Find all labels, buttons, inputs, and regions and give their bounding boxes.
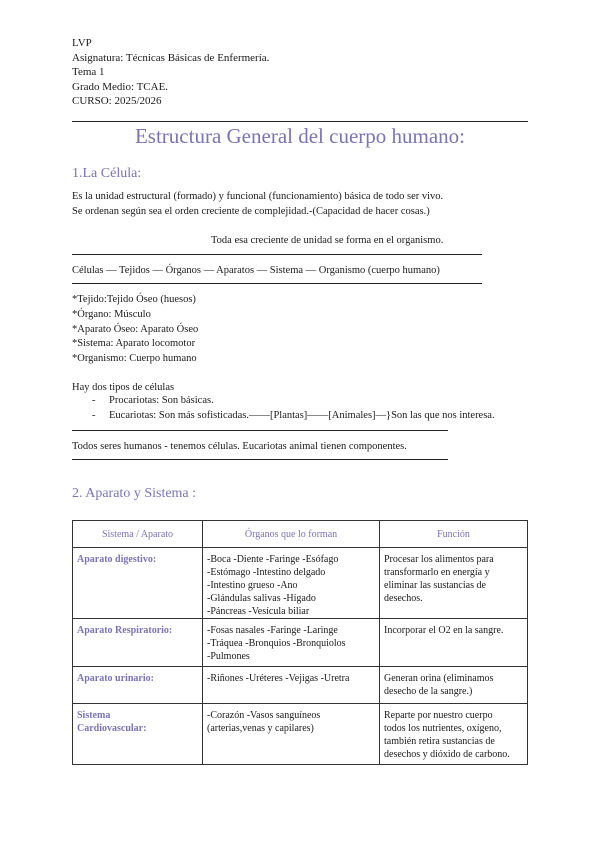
section-heading-cell: 1.La Célula:: [72, 166, 142, 181]
cell-line: Generan orina (eliminamos: [384, 673, 494, 684]
bullet-text: Eucariotas: Son más sofisticadas.——[Plantas]——[Animales]—}Son las que nos interesa.: [109, 410, 495, 421]
organs-cell: [203, 619, 380, 667]
cell-line: Reparte por nuestro cuerpo: [384, 710, 493, 721]
header-line: Asignatura: Técnicas Básicas de Enfermería.: [72, 51, 270, 64]
table-row: [73, 704, 528, 765]
bullet-item-procariotas: [92, 395, 214, 406]
cell-line: -Glándulas salivas -Hígado: [207, 593, 316, 604]
column-header: Función: [380, 521, 528, 548]
cell-line: -Corazón -Vasos sanguíneos: [207, 710, 321, 721]
table-row: [73, 619, 528, 667]
summary-line: Todos seres humanos - tenemos células. Eucariotas animal tienen componentes.: [72, 441, 407, 452]
system-cell: [73, 704, 203, 765]
cell-line: Incorporar el O2 en la sangre.: [384, 625, 504, 636]
cell-line: -Estómago -Intestino delgado: [207, 567, 326, 578]
cell-line: -Fosas nasales -Faringe -Laringe: [207, 625, 338, 636]
header-line: Tema 1: [72, 66, 105, 79]
function-cell: [380, 548, 528, 619]
hierarchy-line: Células — Tejidos — Órganos — Aparatos — Sistema — Organismo (cuerpo humano): [72, 265, 440, 276]
hierarchy-top-divider: [72, 254, 482, 255]
cell-line: -Pulmones: [207, 651, 250, 662]
cell-line: -Riñones -Uréteres -Vejigas -Uretra: [207, 673, 350, 684]
list-item: *Sistema: Aparato locomotor: [72, 338, 196, 350]
organs-cell: [203, 548, 380, 619]
system-cell: [73, 619, 203, 667]
cell-line: -Tráquea -Bronquios -Bronquiolos: [207, 638, 346, 649]
organs-cell: [203, 704, 380, 765]
function-cell: [380, 619, 528, 667]
table-row: [73, 667, 528, 704]
bullet-dash: -: [92, 410, 96, 421]
hierarchy-bottom-divider: [72, 283, 482, 284]
cell-line: Cardiovascular:: [77, 723, 147, 734]
cell-line: -Boca -Diente -Faringe -Esófago: [207, 554, 339, 565]
cell-line: Procesar los alimentos para: [384, 554, 494, 565]
summary-bottom-divider: [72, 459, 448, 460]
column-header: Órganos que lo forman: [203, 521, 380, 548]
list-item: *Tejido:Tejido Óseo (huesos): [72, 294, 196, 305]
cell-line: transformarlo en energía y: [384, 567, 490, 578]
cell-line: -Páncreas -Vesícula biliar: [207, 606, 310, 617]
header-line: LVP: [72, 37, 92, 49]
cell-definition-line2: Se ordenan según sea el orden creciente de complejidad.-(Capacidad de hacer cosas.): [72, 206, 430, 217]
cell-line: también retira sustancias de: [384, 736, 495, 747]
table-header-row: [73, 521, 528, 548]
header-line: CURSO: 2025/2026: [72, 95, 162, 108]
list-item: *Organismo: Cuerpo humano: [72, 353, 197, 365]
cell-line: todos los nutrientes, oxígeno,: [384, 723, 502, 734]
cell-line: Aparato Respiratorio:: [77, 625, 173, 636]
systems-table: [72, 520, 528, 765]
cell-definition-line1: Es la unidad estructural (formado) y funcional (funcionamiento) básica de todo ser vivo.: [72, 191, 444, 202]
function-cell: [380, 704, 528, 765]
section-heading-systems: 2. Aparato y Sistema :: [72, 486, 197, 501]
bullet-dash: -: [92, 395, 96, 406]
system-cell: [73, 667, 203, 704]
list-item: *Órgano: Músculo: [72, 308, 151, 320]
cell-line: desechos y dióxido de carbono.: [384, 749, 510, 760]
list-item: *Aparato Óseo: Aparato Óseo: [72, 323, 199, 335]
summary-top-divider: [72, 430, 448, 431]
cell-line: Aparato digestivo:: [77, 554, 157, 565]
cell-line: desechos.: [384, 593, 423, 604]
header-divider: [72, 121, 528, 122]
table-row: [73, 548, 528, 619]
column-header: Sistema / Aparato: [73, 521, 203, 548]
organism-note: Toda esa creciente de unidad se forma en el organismo.: [211, 235, 444, 246]
cell-line: desecho de la sangre.): [384, 686, 473, 697]
examples-list: [72, 293, 198, 367]
bullet-text: Procariotas: Son básicas.: [109, 395, 214, 406]
cell-line: (arterias,venas y capilares): [207, 723, 314, 734]
cell-line: Sistema: [77, 710, 111, 721]
cell-line: -Intestino grueso -Ano: [207, 580, 298, 591]
bullet-item-eucariotas: [92, 410, 495, 421]
page-title: Estructura General del cuerpo humano:: [134, 124, 466, 148]
function-cell: [380, 667, 528, 704]
cell-line: eliminar las sustancias de: [384, 580, 486, 591]
system-cell: [73, 548, 203, 619]
header-line: Grado Medio: TCAE.: [72, 80, 169, 93]
cell-line: Aparato urinario:: [77, 673, 154, 684]
document-header: [72, 36, 269, 109]
organs-cell: [203, 667, 380, 704]
cell-types-intro: Hay dos tipos de células: [72, 382, 175, 393]
